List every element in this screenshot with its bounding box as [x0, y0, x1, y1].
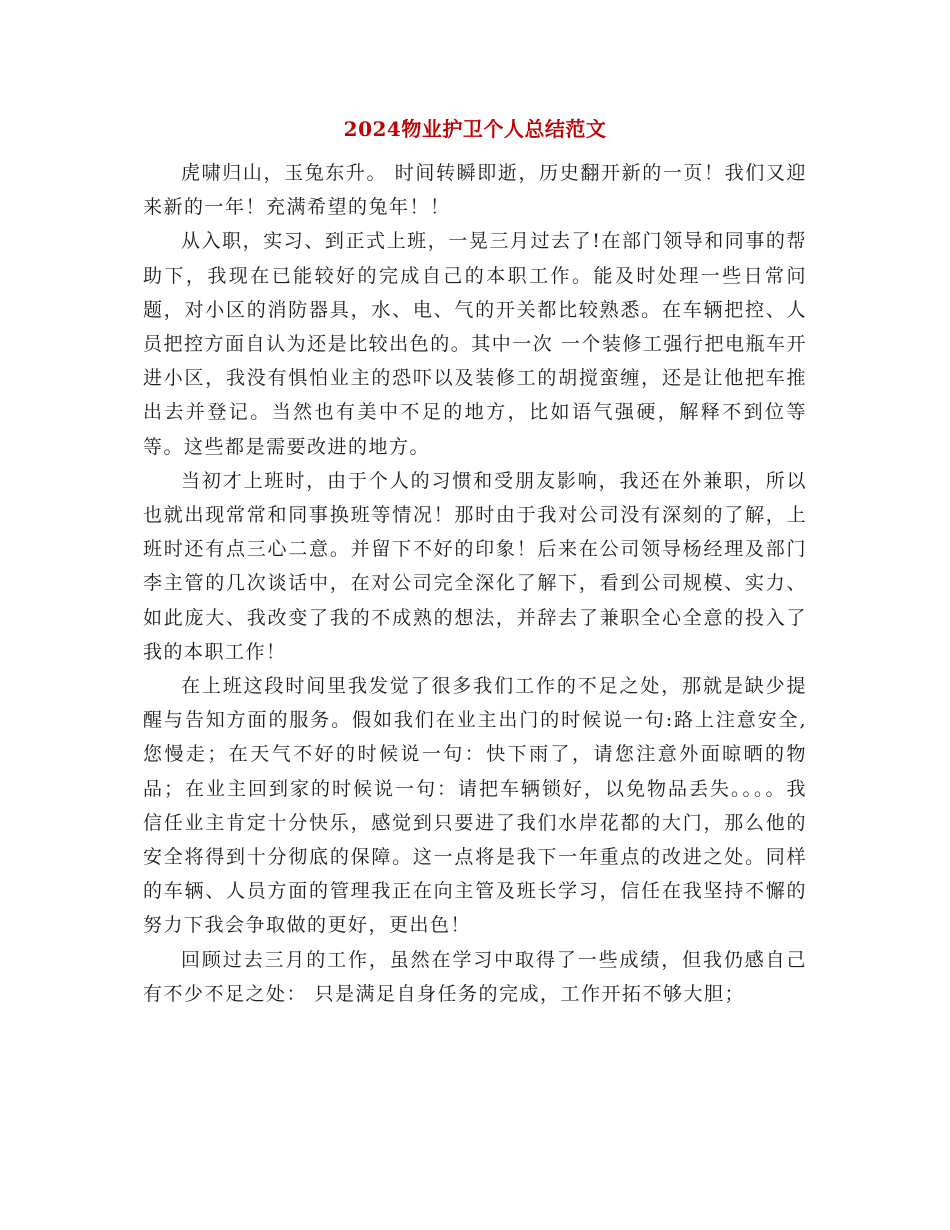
paragraph-1: 虎啸归山，玉兔东升。 时间转瞬即逝，历史翻开新的一页！我们又迎来新的一年！充满希望的兔年！！ — [143, 162, 807, 219]
paragraph-3: 当初才上班时，由于个人的习惯和受朋友影响，我还在外兼职，所以也就出现常常和同事换班等情况！那时由于我对公司没有深刻的了解，上班时还有点三心二意。并留下不好的印象！后来在公司领导杨经理及部门李主管的几次谈话中，在对公司完全深化了解下，看到公司规模、实力、如此庞大、我改变了我的不成熟的想法，并辞去了兼职全心全意的投入了我的本职工作！ — [143, 469, 807, 663]
paragraph-2: 从入职，实习、到正式上班，一晃三月过去了!在部门领导和同事的帮助下，我现在已能较好的完成自己的本职工作。能及时处理一些日常问题，对小区的消防器具，水、电、气的开关都比较熟悉。在车辆把控、人员把控方面自认为还是比较出色的。其中一次 一个装修工强行把电瓶车开进小区，我没有惧怕业主的恐吓以及装修工的胡搅蛮缠，还是让他把车推出去并登记。当然也有美中不足的地方，比如语气强硬，解释不到位等等。这些都是需要改进的地方。 — [143, 230, 807, 458]
document-body — [143, 156, 807, 1011]
paragraph-5: 回顾过去三月的工作，虽然在学习中取得了一些成绩，但我仍感自己有不少不足之处： 只是满足自身任务的完成，工作开拓不够大胆； — [143, 948, 807, 1005]
paragraph-4: 在上班这段时间里我发觉了很多我们工作的不足之处，那就是缺少提醒与告知方面的服务。假如我们在业主出门的时候说一句:路上注意安全,您慢走；在天气不好的时候说一句：快下雨了，请您注意外面晾晒的物品；在业主回到家的时候说一句：请把车辆锁好，以免物品丢失。。。。我信任业主肯定十分快乐，感觉到只要进了我们水岸花都的大门，那么他的安全将得到十分彻底的保障。这一点将是我下一年重点的改进之处。同样的车辆、人员方面的管理我正在向主管及班长学习，信任在我坚持不懈的努力下我会争取做的更好，更出色！ — [143, 675, 807, 937]
document-title: 2024物业护卫个人总结范文 — [343, 117, 607, 141]
